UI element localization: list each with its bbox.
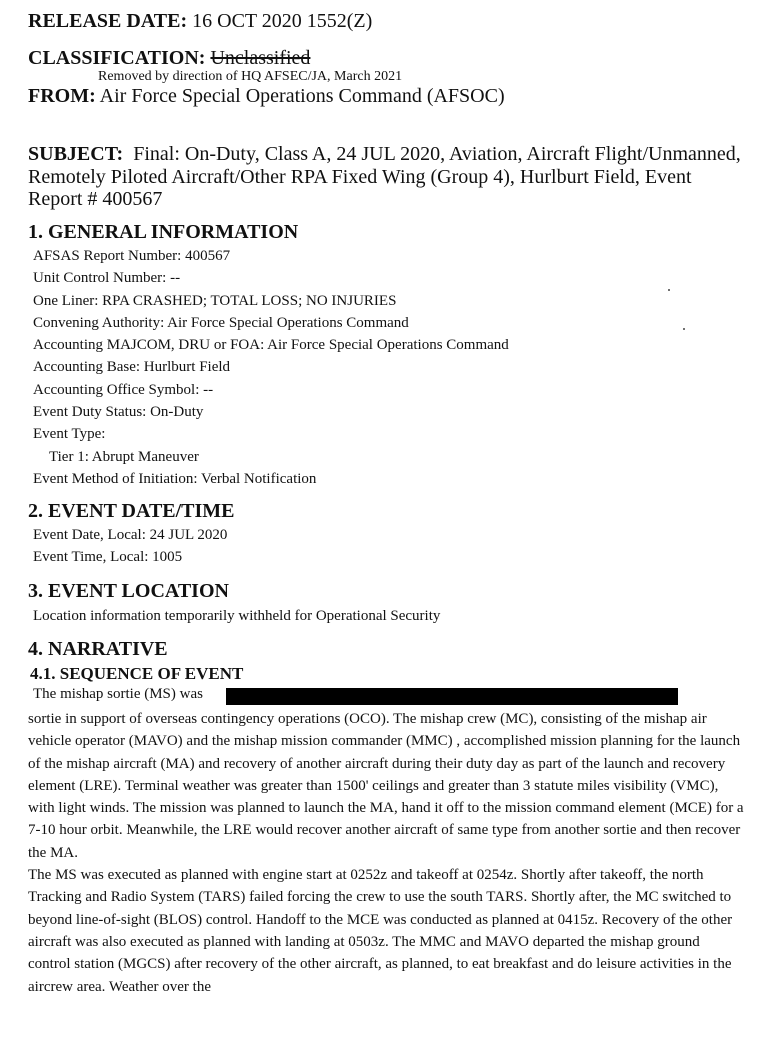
- datetime-list: [33, 524, 227, 569]
- general-info-list: [33, 245, 509, 490]
- release-date-label: RELEASE DATE:: [28, 10, 188, 32]
- info-line: Event Time, Local: 1005: [33, 549, 183, 566]
- info-line: One Liner: RPA CRASHED; TOTAL LOSS; NO INJURIES: [33, 292, 397, 309]
- info-line: Event Date, Local: 24 JUL 2020: [33, 527, 228, 543]
- info-line: AFSAS Report Number: 400567: [33, 248, 231, 264]
- from-line: [28, 85, 505, 108]
- subject-text: Final: On-Duty, Class A, 24 JUL 2020, Aviation, Aircraft Flight/Unmanned, Remotely Piloted Aircraft/Other RPA Fixed Wing (Group 4), Hurlburt Field, Event Report # 400567: [28, 143, 741, 210]
- from-value: Air Force Special Operations Command (AFSOC): [99, 85, 505, 107]
- release-date-value: 16 OCT 2020 1552(Z): [192, 10, 373, 32]
- narrative-paragraph: sortie in support of overseas contingency operations (OCO). The mishap crew (MC), consisting of the mishap air vehicle operator (MAVO) and the mishap mission commander (MMC) , accomplished mission planning for the launch of the mishap aircraft (MA) and recovery of another aircraft during their duty day as part of the launch and recovery element (LRE). Terminal weather was greater than 1500' ceilings and greater than 3 statute miles visibility (VMC), with light winds. The mission was planned to launch the MA, hand it off to the mission command element (MCE) for a 7-10 hour orbit. Meanwhile, the LRE would recover another aircraft of same type from another sortie and then recover the MA.: [28, 711, 744, 861]
- narrative-paragraph: The MS was executed as planned with engine start at 0252z and takeoff at 0254z. Shortly after takeoff, the north Tracking and Radio System (TARS) failed forcing the crew to use the south TARS. Shortly after, the MC switched to beyond line-of-sight (BLOS) control. Handoff to the MCE was conducted as planned at 0415z. Recovery of the other aircraft was also executed as planned with landing at 0503z. The MMC and MAVO departed the mishap ground control station (MGCS) after recovery of the other aircraft, as planned, to eat breakfast and do leisure activities in the aircrew area. Weather over the: [28, 867, 733, 995]
- location-list: [33, 605, 440, 627]
- info-line: Accounting MAJCOM, DRU or FOA: Air Force Special Operations Command: [33, 337, 509, 354]
- release-date-line: [28, 10, 372, 33]
- section-heading-general: 1. GENERAL INFORMATION: [28, 221, 299, 243]
- section-heading-datetime: 2. EVENT DATE/TIME: [28, 500, 235, 522]
- info-line: Unit Control Number: --: [33, 270, 181, 287]
- info-line-indented: Tier 1: Abrupt Maneuver: [49, 448, 199, 465]
- subsection-heading-sequence: 4.1. SEQUENCE OF EVENT: [30, 664, 244, 683]
- from-label: FROM:: [28, 85, 96, 107]
- info-line: Convening Authority: Air Force Special Operations Command: [33, 314, 409, 331]
- classification-label: CLASSIFICATION:: [28, 47, 206, 69]
- info-line: Accounting Office Symbol: --: [33, 381, 214, 398]
- scan-speck: [683, 328, 685, 330]
- classification-line: [28, 47, 310, 70]
- location-text: Location information temporarily withheld for Operational Security: [33, 608, 441, 624]
- section-heading-narrative: 4. NARRATIVE: [28, 638, 168, 660]
- info-line: Event Method of Initiation: Verbal Notification: [33, 470, 317, 487]
- info-line: Accounting Base: Hurlburt Field: [33, 359, 231, 376]
- section-heading-location: 3. EVENT LOCATION: [28, 580, 229, 602]
- info-line: Event Type:: [33, 426, 106, 443]
- narrative-first-fragment: The mishap sortie (MS) was: [33, 686, 203, 702]
- scan-speck: [668, 289, 670, 291]
- subject-block: [28, 143, 748, 211]
- subject-label: SUBJECT:: [28, 143, 124, 165]
- redaction-bar: [226, 688, 678, 705]
- classification-value: Unclassified: [210, 47, 311, 69]
- removed-note: Removed by direction of HQ AFSEC/JA, March 2021: [98, 69, 403, 84]
- info-line: Event Duty Status: On-Duty: [33, 404, 204, 421]
- narrative-body: [28, 708, 744, 998]
